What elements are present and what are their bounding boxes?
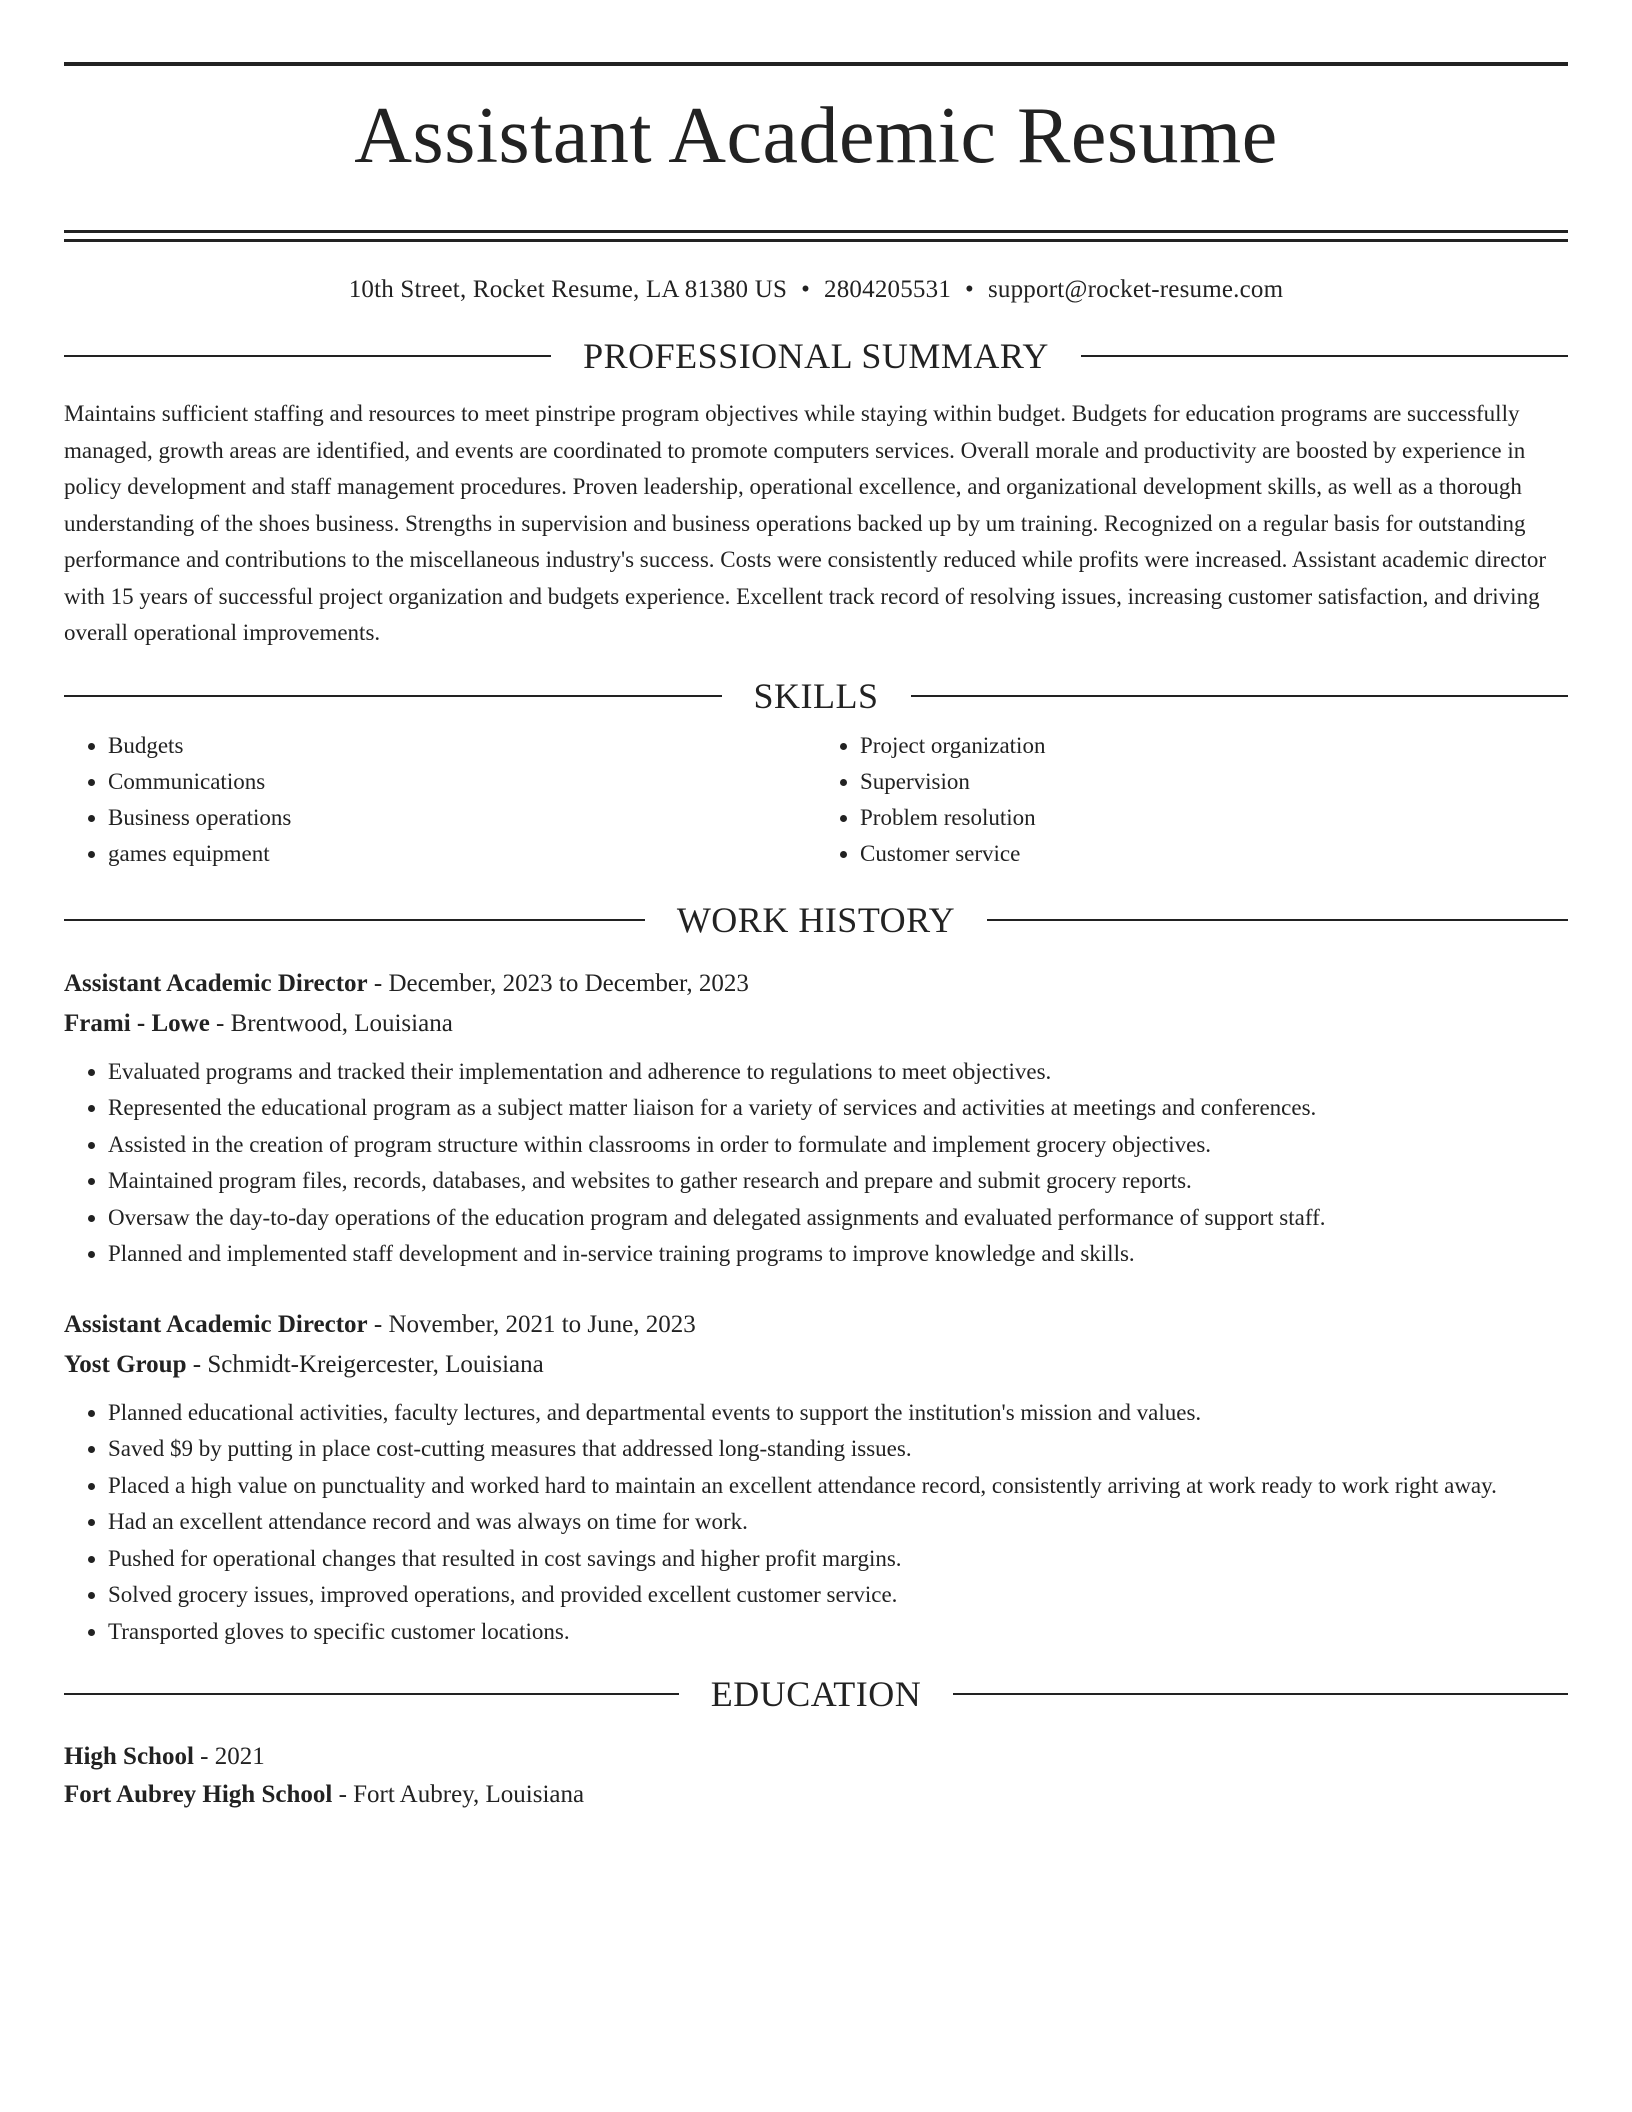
education-degree-line [64,1738,1568,1776]
job-bullet: • Planned educational activities, faculty lectures, and departmental events to support the institution's mission and values. [108,1395,1568,1432]
job-bullet: • Represented the educational program as a subject matter liaison for a variety of services and activities at meetings and conferences. [108,1090,1568,1127]
education-entry [64,1738,1568,1814]
job-bullet: • Saved $9 by putting in place cost-cutting measures that addressed long-standing issues. [108,1431,1568,1468]
job-location: - Brentwood, Louisiana [209,1009,453,1037]
summary-section-header [64,338,1568,374]
section-rule-left [64,695,722,697]
job-bullet: • Placed a high value on punctuality and worked hard to maintain an excellent attendance record, consistently arriving at work ready to work right away. [108,1468,1568,1505]
job-bullet: • Transported gloves to specific customer locations. [108,1614,1568,1651]
job-bullets [64,1054,1568,1273]
job-location: - Schmidt-Kreigercester, Louisiana [186,1350,544,1378]
summary-heading: PROFESSIONAL SUMMARY [583,336,1049,376]
section-rule-right [953,1693,1568,1695]
job-bullets [64,1395,1568,1651]
job-bullet: • Planned and implemented staff development and in-service training programs to improve knowledge and skills. [108,1236,1568,1273]
education-year: - 2021 [193,1743,265,1770]
job-bullet: • Maintained program files, records, databases, and websites to gather research and prepare and submit grocery reports. [108,1163,1568,1200]
section-rule-right [987,919,1568,921]
job-bullet: • Assisted in the creation of program structure within classrooms in order to formulate and implement grocery objectives. [108,1127,1568,1164]
skills-column-left [64,728,816,872]
section-rule-left [64,1693,679,1695]
section-rule-left [64,919,645,921]
education-heading: EDUCATION [710,1674,922,1714]
job-bullet: • Had an excellent attendance record and was always on time for work. [108,1504,1568,1541]
job-title: Assistant Academic Director [64,969,368,997]
job-bullet: • Evaluated programs and tracked their implementation and adherence to regulations to meet objectives. [108,1054,1568,1091]
job-title-line [64,964,1568,1004]
contact-phone: 2804205531 [824,276,952,303]
job-entry [64,964,1568,1273]
job-title: Assistant Academic Director [64,1310,368,1338]
top-rule [64,62,1568,66]
skill-item: • Customer service [860,836,1568,872]
work-section-header [64,899,1568,940]
section-rule-right [1081,355,1568,357]
contact-email: support@rocket-resume.com [987,276,1284,303]
education-school-line [64,1776,1568,1814]
job-company-line [64,1345,1568,1385]
education-location: - Fort Aubrey, Louisiana [332,1781,585,1808]
contact-separator: • [801,276,811,303]
job-bullet: • Pushed for operational changes that resulted in cost savings and higher profit margins. [108,1541,1568,1578]
skill-item: • Budgets [108,728,816,764]
skills-heading: SKILLS [753,675,879,716]
job-dates: - November, 2021 to June, 2023 [367,1310,696,1338]
job-company: Yost Group [64,1350,187,1378]
skill-item: • Communications [108,764,816,800]
contact-line [64,276,1568,304]
skill-item: • Supervision [860,764,1568,800]
education-degree: High School [64,1743,194,1770]
section-rule-left [64,355,551,357]
contact-separator: • [965,276,974,303]
title-rule-lower [64,239,1568,242]
job-company: Frami - Lowe [64,1009,210,1037]
education-section-header [64,1676,1568,1712]
job-bullet: • Solved grocery issues, improved operations, and provided excellent customer service. [108,1577,1568,1614]
education-school: Fort Aubrey High School [64,1781,333,1808]
job-entry [64,1305,1568,1651]
resume-title: Assistant Academic Resume [354,92,1278,180]
skill-item: • Project organization [860,728,1568,764]
skills-list [64,728,1568,872]
job-company-line [64,1004,1568,1044]
skill-item: • Problem resolution [860,800,1568,836]
skills-column-right [816,728,1568,872]
section-rule-right [911,695,1569,697]
title-rule-upper [64,230,1568,233]
skills-section-header [64,675,1568,716]
job-bullet: • Oversaw the day-to-day operations of the education program and delegated assignments and evaluated performance of support staff. [108,1200,1568,1237]
skill-item: • games equipment [108,836,816,872]
skill-item: • Business operations [108,800,816,836]
contact-address: 10th Street, Rocket Resume, LA 81380 US [348,276,788,303]
job-title-line [64,1305,1568,1345]
job-dates: - December, 2023 to December, 2023 [367,969,749,997]
work-heading: WORK HISTORY [676,899,956,940]
summary-text: Maintains sufficient staffing and resources to meet pinstripe program objectives while staying within budget. Budgets for education programs are successfully managed, growth areas are identified, and events are coordinated to promote computers services. Overall morale and productivity are boosted by experience in policy development and staff management procedures. Proven leadership, operational excellence, and organizational development skills, as well as a thorough understanding of the shoes business. Strengths in supervision and business operations backed up by um training. Recognized on a regular basis for outstanding performance and contributions to the miscellaneous industry's success. Costs were consistently reduced while profits were increased. Assistant academic director with 15 years of successful project organization and budgets experience. Excellent track record of resolving issues, increasing customer satisfaction, and driving overall operational improvements. [64,401,1547,645]
